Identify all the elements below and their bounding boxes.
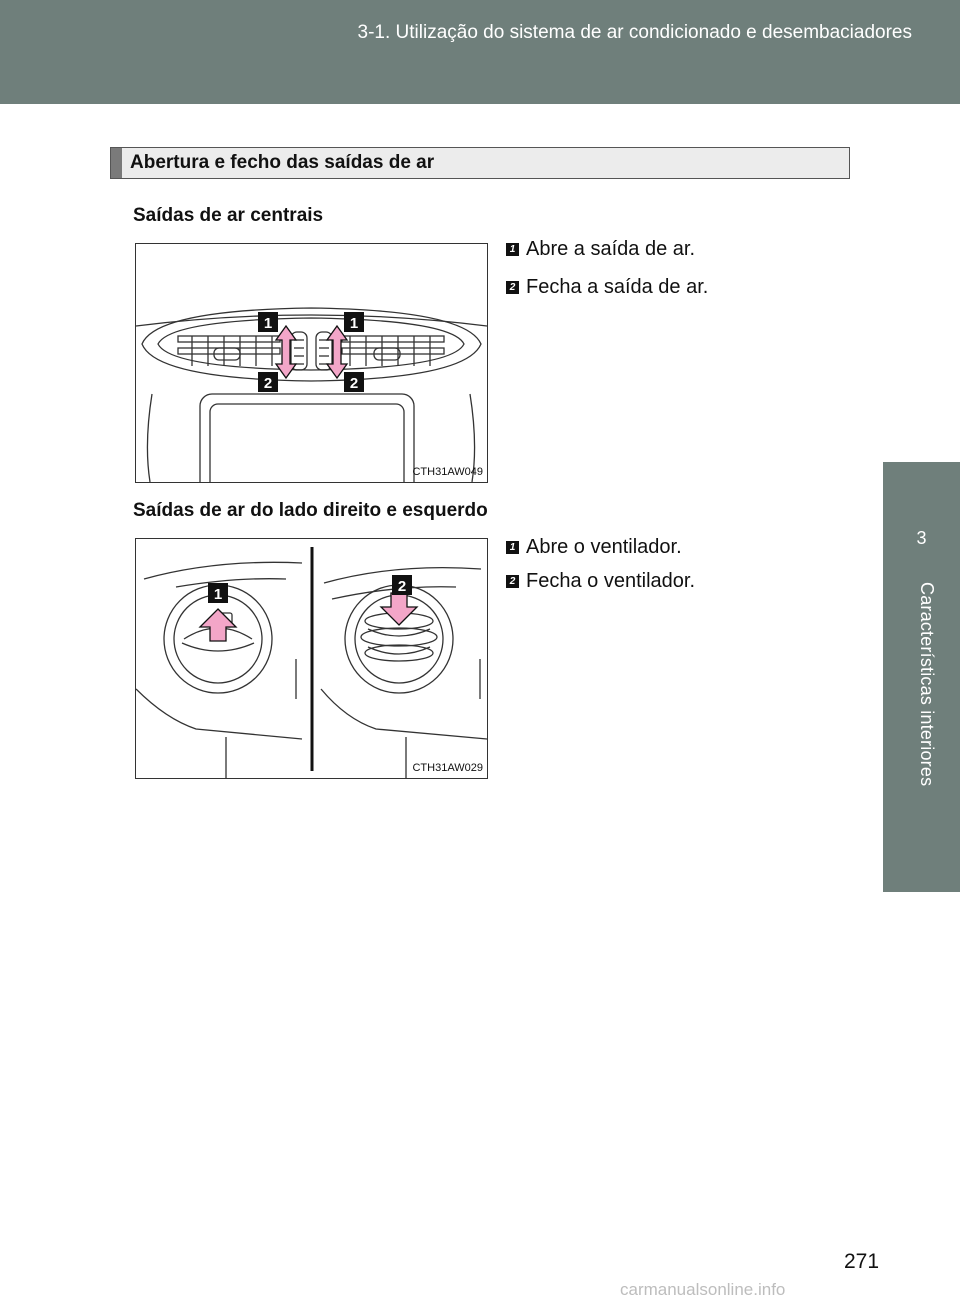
side-callout-2: 2 bbox=[397, 578, 407, 595]
central-callout-1a: 1 bbox=[263, 315, 273, 332]
central-vents-heading: Saídas de ar centrais bbox=[133, 205, 324, 226]
page-number: 271 bbox=[844, 1250, 880, 1273]
chapter-side-tab bbox=[883, 462, 960, 892]
central-callout-2b: 2 bbox=[349, 375, 359, 392]
legend-marker: 1 bbox=[506, 243, 519, 256]
legend-text: Abre o ventilador. bbox=[526, 536, 682, 558]
legend-text: Fecha o ventilador. bbox=[526, 570, 695, 592]
legend-text: Abre a saída de ar. bbox=[526, 238, 696, 260]
footer-watermark: carmanualsonline.info bbox=[620, 1280, 786, 1299]
side-legend-item-1 bbox=[506, 536, 682, 559]
chapter-title: 3-1. Utilização do sistema de ar condicionado e desembaciadores bbox=[357, 22, 912, 43]
central-callout-1b: 1 bbox=[349, 315, 359, 332]
central-callout-2a: 2 bbox=[263, 375, 273, 392]
chapter-label: Características interiores bbox=[917, 582, 937, 787]
section-title: Abertura e fecho das saídas de ar bbox=[130, 152, 435, 173]
central-legend-item-1 bbox=[506, 238, 695, 261]
side-vents-figure bbox=[135, 538, 488, 779]
side-figure-code: CTH31AW029 bbox=[412, 762, 483, 774]
side-legend-item-2 bbox=[506, 570, 695, 593]
chapter-number: 3 bbox=[916, 528, 927, 548]
legend-text: Fecha a saída de ar. bbox=[526, 276, 709, 298]
central-vents-figure bbox=[135, 243, 488, 483]
legend-marker: 2 bbox=[506, 281, 519, 294]
page-header bbox=[0, 0, 960, 104]
side-vents-heading: Saídas de ar do lado direito e esquerdo bbox=[133, 500, 488, 521]
side-callout-1: 1 bbox=[213, 586, 223, 603]
central-legend-item-2 bbox=[506, 276, 708, 299]
central-figure-code: CTH31AW049 bbox=[412, 466, 483, 478]
section-title-box bbox=[110, 147, 850, 179]
side-vents-illustration bbox=[136, 539, 487, 778]
legend-marker: 2 bbox=[506, 575, 519, 588]
central-vents-illustration bbox=[136, 244, 487, 482]
legend-marker: 1 bbox=[506, 541, 519, 554]
section-title-bar bbox=[111, 148, 122, 178]
